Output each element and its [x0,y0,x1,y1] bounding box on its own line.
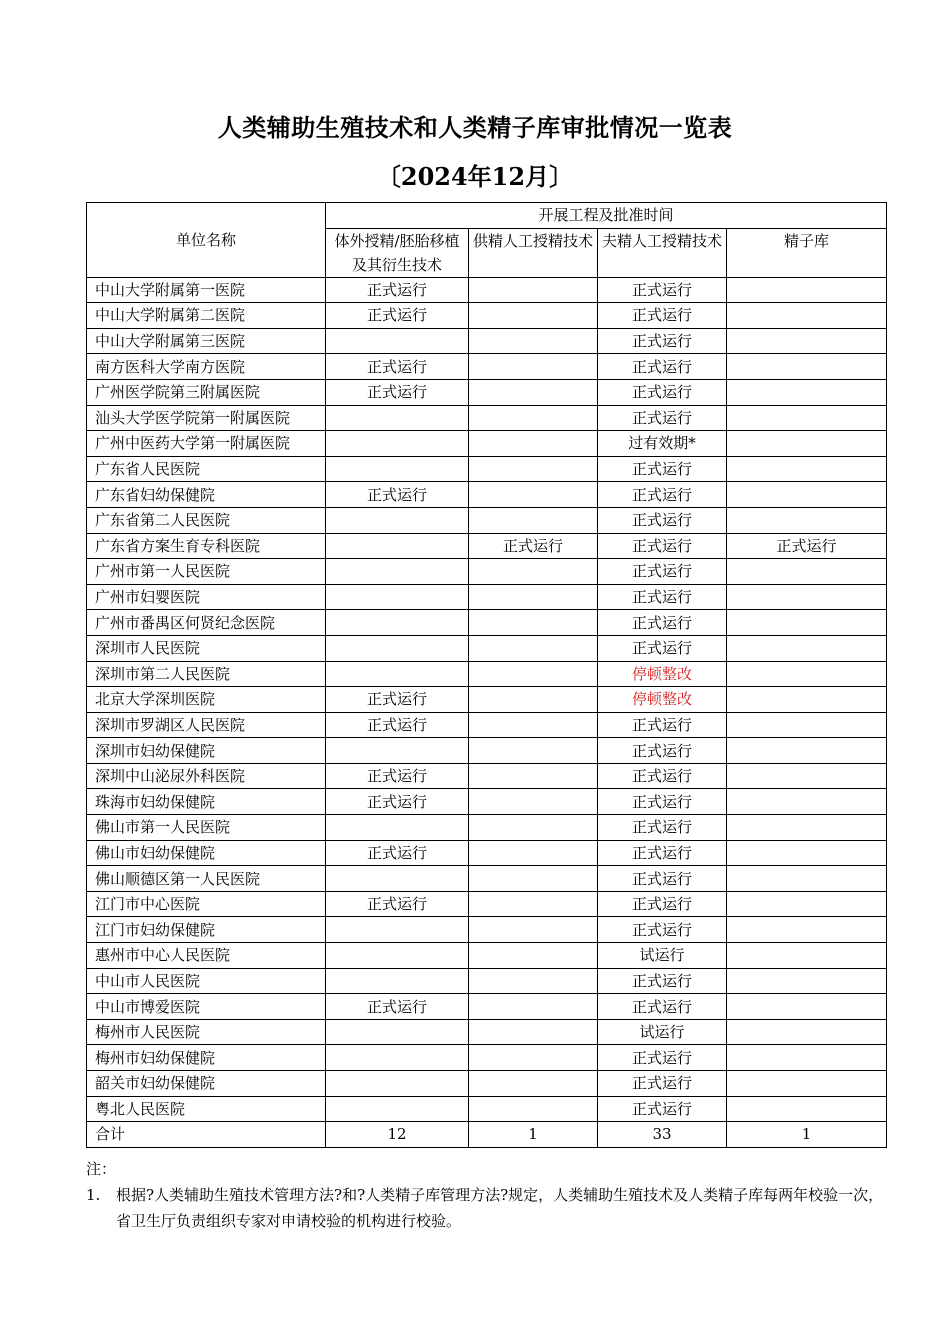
hospital-name-cell: 江门市妇幼保健院 [87,917,326,943]
sperm-bank-status-cell [727,405,887,431]
husband-insemination-status-cell: 正式运行 [598,763,727,789]
hospital-name-cell: 珠海市妇幼保健院 [87,789,326,815]
donor-insemination-status-cell [469,482,598,508]
donor-insemination-status-cell [469,507,598,533]
husband-insemination-status-cell: 正式运行 [598,584,727,610]
table-row [87,1096,887,1122]
ivf-status-cell [326,968,469,994]
hospital-name-cell: 北京大学深圳医院 [87,687,326,713]
table-row [87,738,887,764]
husband-insemination-status-cell: 正式运行 [598,303,727,329]
donor-insemination-status-cell [469,1045,598,1071]
sperm-bank-status-cell [727,891,887,917]
sperm-bank-status-cell [727,584,887,610]
sperm-bank-status-cell [727,917,887,943]
donor-insemination-status-cell [469,431,598,457]
header-group: 开展工程及批准时间 [326,203,887,229]
husband-insemination-status-cell: 正式运行 [598,866,727,892]
sperm-bank-status-cell [727,431,887,457]
hospital-name-cell: 佛山市妇幼保健院 [87,840,326,866]
table-row [87,277,887,303]
husband-insemination-status-cell: 正式运行 [598,379,727,405]
hospital-name-cell: 广东省人民医院 [87,456,326,482]
hospital-name-cell: 深圳市第二人民医院 [87,661,326,687]
ivf-status-cell [326,610,469,636]
donor-insemination-status-cell [469,405,598,431]
table-row [87,354,887,380]
sperm-bank-status-cell [727,687,887,713]
sperm-bank-status-cell [727,866,887,892]
donor-insemination-status-cell [469,277,598,303]
husband-insemination-status-cell: 正式运行 [598,1096,727,1122]
sperm-bank-status-cell [727,303,887,329]
notes-label: 注： [86,1160,117,1178]
donor-insemination-status-cell [469,328,598,354]
sperm-bank-status-cell [727,456,887,482]
note-number: 1. [86,1186,101,1204]
donor-insemination-status-cell [469,1019,598,1045]
hospital-name-cell: 深圳市人民医院 [87,635,326,661]
hospital-name-cell: 广东省第二人民医院 [87,507,326,533]
notes-section [86,1156,886,1234]
husband-insemination-status-cell: 正式运行 [598,815,727,841]
husband-insemination-status-cell: 正式运行 [598,840,727,866]
hospital-name-cell: 中山市人民医院 [87,968,326,994]
ivf-status-cell: 正式运行 [326,840,469,866]
table-row [87,584,887,610]
husband-insemination-status-cell: 正式运行 [598,277,727,303]
donor-insemination-status-cell [469,303,598,329]
donor-insemination-status-cell [469,354,598,380]
husband-insemination-status-cell: 过有效期* [598,431,727,457]
donor-insemination-status-cell [469,994,598,1020]
donor-insemination-status-cell [469,840,598,866]
husband-insemination-status-cell: 正式运行 [598,635,727,661]
husband-insemination-status-cell: 正式运行 [598,354,727,380]
hospital-name-cell: 惠州市中心人民医院 [87,943,326,969]
donor-insemination-status-cell [469,891,598,917]
table-row [87,635,887,661]
sperm-bank-status-cell: 正式运行 [727,533,887,559]
husband-insemination-status-cell: 试运行 [598,1019,727,1045]
ivf-status-cell [326,815,469,841]
husband-insemination-status-cell: 正式运行 [598,405,727,431]
donor-insemination-status-cell [469,943,598,969]
page-title: 人类辅助生殖技术和人类精子库审批情况一览表 [217,113,733,142]
hospital-name-cell: 广州市番禺区何贤纪念医院 [87,610,326,636]
sperm-bank-status-cell [727,379,887,405]
hospital-name-cell: 广州中医药大学第一附属医院 [87,431,326,457]
sperm-bank-status-cell [727,277,887,303]
sperm-bank-status-cell [727,328,887,354]
husband-insemination-status-cell: 试运行 [598,943,727,969]
husband-insemination-status-cell: 停顿整改 [598,661,727,687]
header-col-sperm-bank: 精子库 [727,228,887,277]
donor-insemination-status-cell [469,635,598,661]
ivf-status-cell [326,738,469,764]
husband-insemination-status-cell: 正式运行 [598,559,727,585]
hospital-name-cell: 广州市妇婴医院 [87,584,326,610]
ivf-status-cell: 正式运行 [326,482,469,508]
sperm-bank-status-cell [727,789,887,815]
table-row [87,507,887,533]
note-text: 根据?人类辅助生殖技术管理方法?和?人类精子库管理方法?规定，人类辅助生殖技术及人类精子库每两年校验一次，省卫生厅负责组织专家对申请校验的机构进行校验。 [116,1186,884,1230]
hospital-name-cell: 深圳市罗湖区人民医院 [87,712,326,738]
hospital-name-cell: 汕头大学医学院第一附属医院 [87,405,326,431]
ivf-status-cell: 正式运行 [326,763,469,789]
table-row [87,431,887,457]
sperm-bank-status-cell [727,559,887,585]
donor-insemination-status-cell [469,661,598,687]
header-col-ivf: 体外授精/胚胎移植及其衍生技术 [326,228,469,277]
ivf-status-cell: 正式运行 [326,789,469,815]
sperm-bank-status-cell [727,354,887,380]
husband-insemination-status-cell: 正式运行 [598,994,727,1020]
sperm-bank-status-cell [727,763,887,789]
total-row [87,1122,887,1148]
sperm-bank-status-cell [727,661,887,687]
note-item [86,1182,886,1234]
table-row [87,303,887,329]
donor-insemination-status-cell [469,1071,598,1097]
table-row [87,763,887,789]
table-row [87,482,887,508]
sperm-bank-status-cell [727,840,887,866]
ivf-status-cell [326,559,469,585]
hospital-name-cell: 佛山顺德区第一人民医院 [87,866,326,892]
hospital-name-cell: 江门市中心医院 [87,891,326,917]
donor-insemination-status-cell: 正式运行 [469,533,598,559]
donor-insemination-status-cell [469,687,598,713]
hospital-name-cell: 广东省妇幼保健院 [87,482,326,508]
donor-insemination-status-cell [469,456,598,482]
table-row [87,1019,887,1045]
ivf-status-cell [326,917,469,943]
ivf-status-cell: 正式运行 [326,994,469,1020]
hospital-name-cell: 中山市博爱医院 [87,994,326,1020]
table-row [87,1045,887,1071]
sperm-bank-status-cell [727,610,887,636]
hospital-name-cell: 佛山市第一人民医院 [87,815,326,841]
header-row-group [87,203,887,229]
table-row [87,866,887,892]
hospital-name-cell: 中山大学附属第二医院 [87,303,326,329]
table-row [87,840,887,866]
table-row [87,328,887,354]
table-row [87,815,887,841]
hospital-name-cell: 中山大学附属第一医院 [87,277,326,303]
donor-insemination-status-cell [469,712,598,738]
donor-insemination-status-cell [469,789,598,815]
ivf-status-cell [326,431,469,457]
sperm-bank-status-cell [727,738,887,764]
ivf-status-cell [326,507,469,533]
table-row [87,559,887,585]
donor-insemination-status-cell [469,763,598,789]
donor-insemination-status-cell [469,917,598,943]
ivf-status-cell: 正式运行 [326,354,469,380]
ivf-status-cell: 正式运行 [326,712,469,738]
hospital-name-cell: 梅州市人民医院 [87,1019,326,1045]
ivf-status-cell [326,866,469,892]
ivf-status-cell [326,1096,469,1122]
ivf-status-cell [326,943,469,969]
table-row [87,405,887,431]
donor-insemination-status-cell [469,584,598,610]
hospital-name-cell: 南方医科大学南方医院 [87,354,326,380]
table-row [87,712,887,738]
husband-insemination-status-cell: 正式运行 [598,507,727,533]
table-row [87,891,887,917]
total-sperm-bank-status-cell: 1 [727,1122,887,1148]
donor-insemination-status-cell [469,866,598,892]
ivf-status-cell: 正式运行 [326,277,469,303]
ivf-status-cell: 正式运行 [326,379,469,405]
total-donor-insemination-status-cell: 1 [469,1122,598,1148]
hospital-name-cell: 深圳市妇幼保健院 [87,738,326,764]
husband-insemination-status-cell: 停顿整改 [598,687,727,713]
approval-table [86,202,887,1148]
husband-insemination-status-cell: 正式运行 [598,789,727,815]
sperm-bank-status-cell [727,482,887,508]
husband-insemination-status-cell: 正式运行 [598,968,727,994]
table-row [87,994,887,1020]
ivf-status-cell [326,1045,469,1071]
table-row [87,687,887,713]
ivf-status-cell [326,584,469,610]
table-row [87,533,887,559]
table-row [87,789,887,815]
table-row [87,943,887,969]
husband-insemination-status-cell: 正式运行 [598,456,727,482]
husband-insemination-status-cell: 正式运行 [598,482,727,508]
donor-insemination-status-cell [469,379,598,405]
ivf-status-cell [326,1071,469,1097]
total-ivf-status-cell: 12 [326,1122,469,1148]
husband-insemination-status-cell: 正式运行 [598,738,727,764]
donor-insemination-status-cell [469,815,598,841]
sperm-bank-status-cell [727,712,887,738]
ivf-status-cell [326,456,469,482]
sperm-bank-status-cell [727,1071,887,1097]
husband-insemination-status-cell: 正式运行 [598,1045,727,1071]
ivf-status-cell: 正式运行 [326,687,469,713]
ivf-status-cell [326,405,469,431]
sperm-bank-status-cell [727,507,887,533]
table-row [87,968,887,994]
sperm-bank-status-cell [727,994,887,1020]
sperm-bank-status-cell [727,1045,887,1071]
total-hospital-name-cell: 合计 [87,1122,326,1148]
husband-insemination-status-cell: 正式运行 [598,917,727,943]
hospital-name-cell: 梅州市妇幼保健院 [87,1045,326,1071]
header-unit: 单位名称 [87,203,326,278]
hospital-name-cell: 深圳中山泌尿外科医院 [87,763,326,789]
donor-insemination-status-cell [469,610,598,636]
donor-insemination-status-cell [469,968,598,994]
ivf-status-cell [326,328,469,354]
sperm-bank-status-cell [727,635,887,661]
table-row [87,379,887,405]
hospital-name-cell: 韶关市妇幼保健院 [87,1071,326,1097]
table-row [87,1071,887,1097]
husband-insemination-status-cell: 正式运行 [598,891,727,917]
sperm-bank-status-cell [727,815,887,841]
hospital-name-cell: 广州市第一人民医院 [87,559,326,585]
page-subtitle: 〔2024年12月〕 [376,162,574,191]
ivf-status-cell [326,533,469,559]
husband-insemination-status-cell: 正式运行 [598,610,727,636]
donor-insemination-status-cell [469,738,598,764]
ivf-status-cell: 正式运行 [326,303,469,329]
husband-insemination-status-cell: 正式运行 [598,533,727,559]
sperm-bank-status-cell [727,1096,887,1122]
total-husband-insemination-status-cell: 33 [598,1122,727,1148]
donor-insemination-status-cell [469,1096,598,1122]
header-col-husband-insemination: 夫精人工授精技术 [598,228,727,277]
hospital-name-cell: 广州医学院第三附属医院 [87,379,326,405]
hospital-name-cell: 粤北人民医院 [87,1096,326,1122]
hospital-name-cell: 中山大学附属第三医院 [87,328,326,354]
table-row [87,610,887,636]
table-row [87,456,887,482]
table-row [87,661,887,687]
husband-insemination-status-cell: 正式运行 [598,712,727,738]
header-col-donor-insemination: 供精人工授精技术 [469,228,598,277]
table-row [87,917,887,943]
ivf-status-cell: 正式运行 [326,891,469,917]
ivf-status-cell [326,635,469,661]
ivf-status-cell [326,661,469,687]
table-body [87,277,887,1147]
donor-insemination-status-cell [469,559,598,585]
husband-insemination-status-cell: 正式运行 [598,1071,727,1097]
ivf-status-cell [326,1019,469,1045]
husband-insemination-status-cell: 正式运行 [598,328,727,354]
sperm-bank-status-cell [727,943,887,969]
sperm-bank-status-cell [727,968,887,994]
sperm-bank-status-cell [727,1019,887,1045]
hospital-name-cell: 广东省方案生育专科医院 [87,533,326,559]
